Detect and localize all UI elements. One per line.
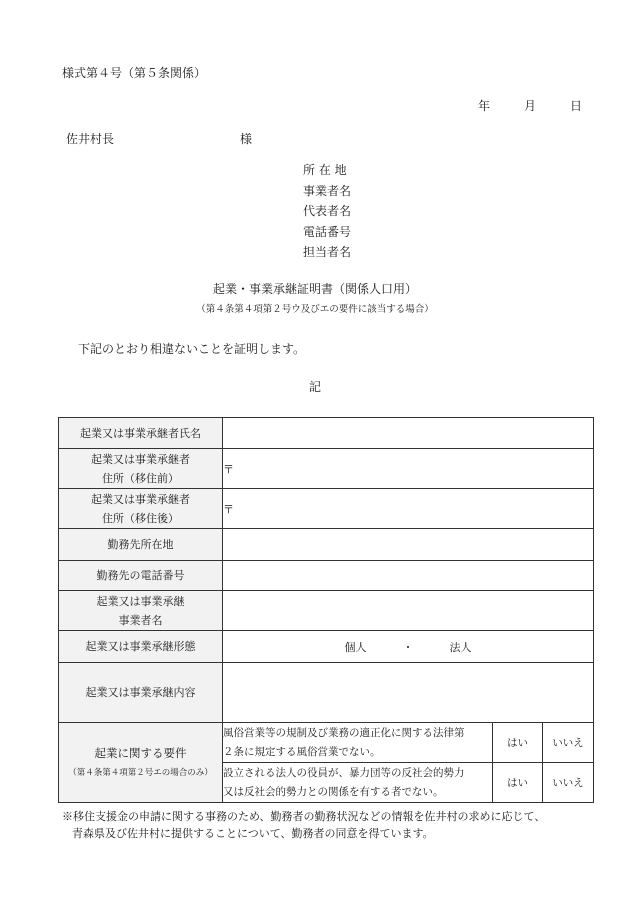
postal-mark: 〒: [223, 462, 234, 476]
table-row: [59, 449, 594, 489]
addr-before-input[interactable]: [223, 449, 594, 489]
addr-before-label: [59, 449, 223, 489]
requirement-1-no[interactable]: いいえ: [543, 723, 594, 763]
document-title: 起業・事業承継証明書（関係人口用）: [212, 282, 417, 296]
addr-before-label-line2: 住所（移住前）: [102, 471, 179, 485]
requirement-2-line1: 設立される法人の役員が、暴力団等の反社会的勢力: [223, 766, 465, 779]
form-type-corporation[interactable]: 法人: [449, 640, 472, 654]
addressee: [66, 130, 253, 147]
form-number: 様式第４号（第５条関係）: [62, 66, 207, 80]
requirements-label-sub: （第４条第４項第２号エの場合のみ）: [68, 768, 213, 778]
form-type-separator: ・: [402, 640, 414, 654]
form-type-choice[interactable]: [223, 631, 594, 663]
business-name-label-line2: 事業者名: [118, 613, 163, 627]
name-input[interactable]: [223, 418, 594, 449]
date-year: 年: [477, 99, 490, 113]
business-name-label-line1: 起業又は事業承継: [96, 594, 185, 608]
addr-before-label-line1: 起業又は事業承継者: [91, 452, 190, 466]
requirement-2-text: [223, 763, 493, 803]
applicant-address-label: 所 在 地: [303, 163, 347, 177]
date-day: 日: [569, 99, 582, 113]
requirement-1-text: [223, 723, 493, 763]
addr-after-label: [59, 489, 223, 529]
applicant-business-name-label: 事業者名: [303, 183, 352, 198]
consent-note: [62, 808, 602, 842]
certificate-table: [58, 417, 594, 803]
applicant-fields: [303, 160, 351, 263]
name-label: 起業又は事業承継者氏名: [59, 418, 223, 449]
form-type-label: 起業又は事業承継形態: [59, 631, 223, 663]
declaration: 下記のとおり相違ないことを証明します。: [78, 342, 306, 356]
table-row: [59, 723, 594, 763]
business-name-input[interactable]: [223, 591, 594, 631]
consent-note-line1: ※移住支援金の申請に関する事務のため、勤務者の勤務状況などの情報を佐井村の求めに応じて、: [62, 810, 546, 823]
applicant-phone-label: 電話番号: [303, 224, 352, 239]
date-line: [478, 97, 582, 114]
workplace-input[interactable]: [223, 529, 594, 561]
table-row: [59, 663, 594, 723]
requirement-2-no[interactable]: いいえ: [543, 763, 594, 803]
consent-note-line2: 青森県及び佐井村に提供することについて、勤務者の同意を得ています。: [72, 827, 434, 840]
addressee-suffix: 様: [240, 132, 253, 146]
date-month: 月: [523, 99, 536, 113]
applicant-representative-label: 代表者名: [303, 204, 352, 218]
requirement-1-yes[interactable]: はい: [493, 723, 543, 763]
table-row: [59, 489, 594, 529]
requirement-1-line2: ２条に規定する風俗営業でない。: [223, 745, 381, 758]
document-subtitle: （第４条第４項第２号ウ及びエの要件に該当する場合）: [196, 304, 434, 315]
table-row: [59, 591, 594, 631]
applicant-contact-label: 担当者名: [303, 245, 352, 259]
addr-after-input[interactable]: [223, 489, 594, 529]
requirement-2-yes[interactable]: はい: [493, 763, 543, 803]
addr-after-label-line1: 起業又は事業承継者: [91, 492, 190, 506]
content-input[interactable]: [223, 663, 594, 723]
requirements-label-main: 起業に関する要件: [94, 746, 187, 760]
addressee-name: 佐井村長: [66, 132, 115, 146]
table-row: [59, 631, 594, 663]
business-name-label: [59, 591, 223, 631]
postal-mark: 〒: [223, 502, 234, 516]
form-type-individual[interactable]: 個人: [344, 640, 367, 654]
workplace-phone-input[interactable]: [223, 561, 594, 591]
requirement-2-line2: 又は反社会的勢力との関係を有する者でない。: [223, 785, 444, 798]
workplace-label: 勤務先所在地: [59, 529, 223, 561]
table-row: [59, 561, 594, 591]
addr-after-label-line2: 住所（移住後）: [102, 511, 179, 525]
requirements-label: [59, 723, 223, 803]
table-row: [59, 418, 594, 449]
requirement-1-line1: 風俗営業等の規制及び業務の適正化に関する法律第: [223, 726, 465, 739]
workplace-phone-label: 勤務先の電話番号: [59, 561, 223, 591]
content-label: 起業又は事業承継内容: [59, 663, 223, 723]
table-row: [59, 529, 594, 561]
ki-mark: 記: [308, 380, 321, 394]
